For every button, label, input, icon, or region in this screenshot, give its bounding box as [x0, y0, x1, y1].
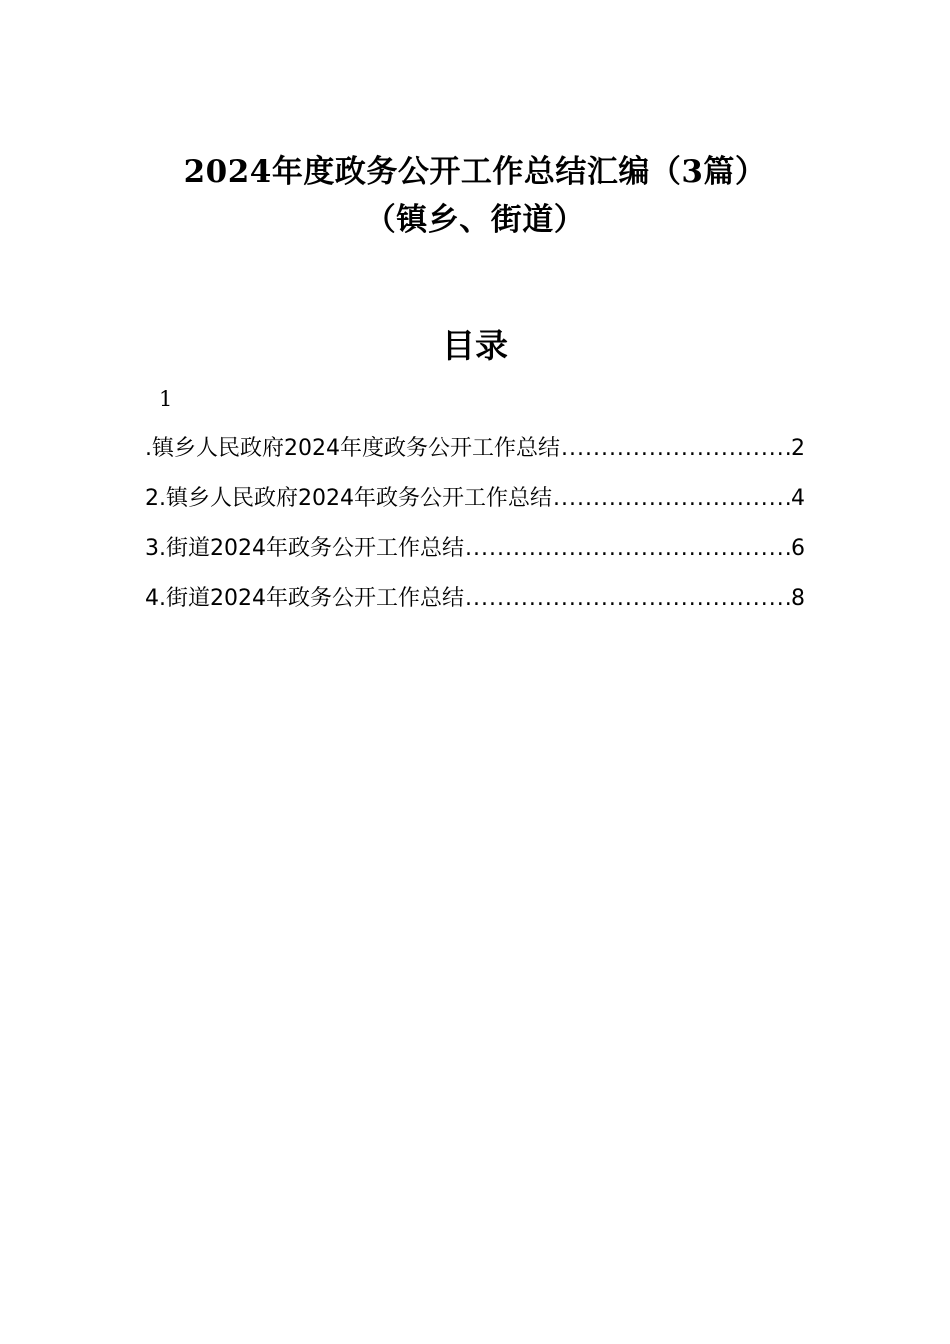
toc-entry-page: 6: [791, 536, 805, 561]
toc-entry-page: 8: [791, 586, 805, 611]
document-title: 2024年度政务公开工作总结汇编（3篇）: [183, 154, 767, 190]
toc-stray-number: 1: [159, 387, 173, 411]
toc-entry[interactable]: [145, 532, 805, 582]
toc-entry-page: 2: [791, 436, 805, 461]
toc-entry-title: 2.镇乡人民政府2024年政务公开工作总结: [145, 486, 552, 511]
toc-leader-dots: [465, 582, 790, 616]
toc-entry-title: .镇乡人民政府2024年度政务公开工作总结: [145, 436, 560, 461]
toc-heading: 目录: [442, 326, 508, 365]
toc-entry-title: 4.街道2024年政务公开工作总结: [145, 586, 464, 611]
table-of-contents: [145, 432, 805, 632]
toc-leader-dots: [553, 482, 790, 516]
toc-entry[interactable]: [145, 482, 805, 532]
toc-leader-dots: [561, 432, 790, 466]
toc-leader-dots: [465, 532, 790, 566]
toc-entry-page: 4: [791, 486, 805, 511]
toc-entry[interactable]: [145, 582, 805, 632]
document-subtitle: （镇乡、街道）: [364, 202, 586, 238]
toc-entry-title: 3.街道2024年政务公开工作总结: [145, 536, 464, 561]
toc-entry[interactable]: [145, 432, 805, 482]
